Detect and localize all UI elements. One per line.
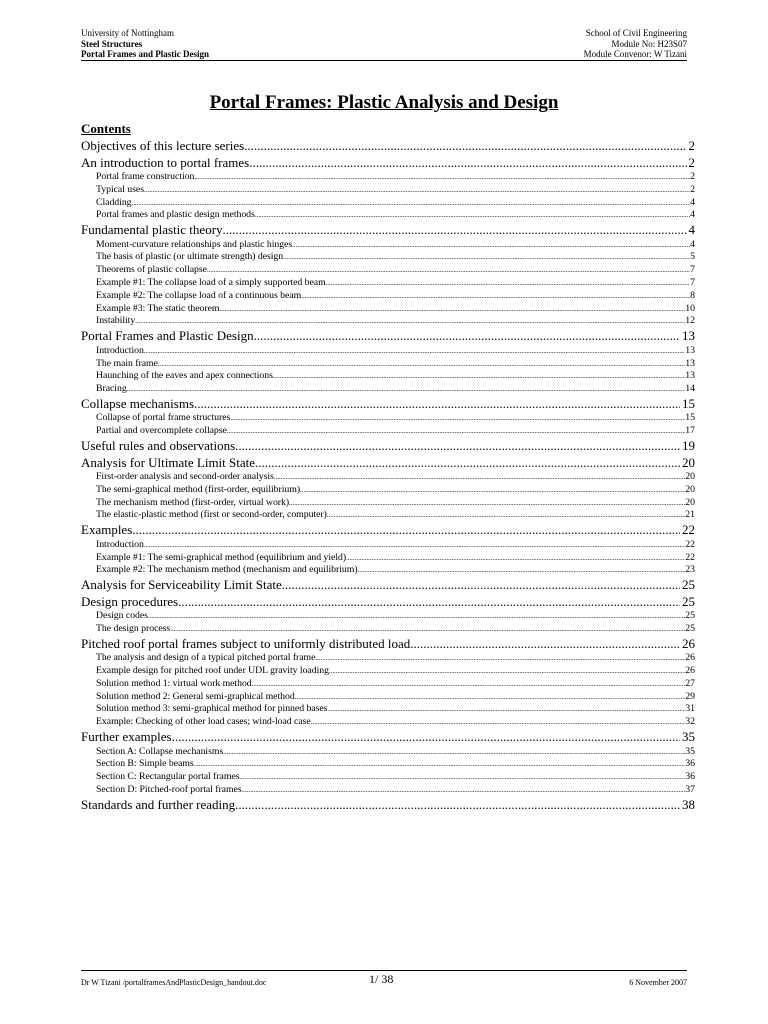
toc-section-link[interactable]: [81, 797, 695, 814]
toc-subsection-link[interactable]: [81, 564, 695, 577]
toc-dot-leader: [194, 759, 686, 771]
toc-page-number: 29: [685, 690, 695, 702]
toc-entry-title: Theorems of plastic collapse: [96, 264, 207, 276]
toc-dot-leader: [148, 611, 685, 623]
toc-subsection-link[interactable]: [81, 716, 695, 729]
toc-entry-title: Example design for pitched roof under UDL gravity loading: [96, 665, 329, 677]
page-title: [81, 92, 687, 114]
toc-page-number: 7: [690, 264, 695, 276]
toc-page-number: 13: [685, 357, 695, 369]
toc-page-number: 17: [685, 425, 695, 437]
toc-dot-leader: [144, 185, 690, 197]
toc-dot-leader: [207, 265, 690, 277]
toc-page-number: 7: [690, 277, 695, 289]
page-title-text: Portal Frames: Plastic Analysis and Design: [209, 92, 559, 113]
toc-subsection-link[interactable]: [81, 171, 695, 184]
table-of-contents: [81, 138, 695, 813]
toc-section-link[interactable]: [81, 155, 695, 172]
header-course: Steel Structures: [81, 38, 143, 49]
toc-dot-leader: [255, 210, 690, 222]
toc-entry-title: Moment-curvature relationships and plastic hinges: [96, 238, 293, 250]
toc-entry-title: Collapse mechanisms: [81, 395, 195, 411]
toc-entry-title: Analysis for Serviceability Limit State: [81, 577, 282, 593]
toc-entry-title: The main frame: [96, 357, 158, 369]
toc-page-number: 13: [685, 344, 695, 356]
toc-entry-title: Design codes: [96, 610, 148, 622]
toc-page-number: 32: [685, 716, 695, 728]
toc-entry-title: Examples: [81, 522, 133, 538]
header-topic: Portal Frames and Plastic Design: [81, 49, 209, 59]
toc-page-number: 2: [688, 138, 695, 153]
toc-entry-title: Standards and further reading: [81, 796, 236, 812]
toc-entry-title: Introduction: [96, 538, 144, 550]
toc-dot-leader: [127, 384, 686, 396]
toc-page-number: 25: [685, 610, 695, 622]
toc-dot-leader: [315, 653, 685, 665]
toc-dot-leader: [358, 565, 686, 577]
toc-page-number: 8: [690, 289, 695, 301]
toc-page-number: 2: [690, 183, 695, 195]
toc-entry-title: Solution method 3: semi-graphical method for pinned bases: [96, 703, 328, 715]
toc-subsection-link[interactable]: [81, 264, 695, 277]
header-divider: [81, 60, 687, 61]
toc-dot-leader: [194, 172, 690, 184]
toc-section-link[interactable]: [81, 522, 695, 539]
toc-subsection-link[interactable]: [81, 691, 695, 704]
toc-page-number: 13: [685, 370, 695, 382]
toc-section-link[interactable]: [81, 138, 695, 155]
toc-entry-title: An introduction to portal frames: [81, 154, 250, 170]
toc-entry-title: Example #3: The static theorem: [96, 302, 220, 314]
toc-dot-leader: [346, 553, 685, 565]
toc-page-number: 25: [685, 622, 695, 634]
toc-subsection-link[interactable]: [81, 358, 695, 371]
toc-dot-leader: [300, 485, 685, 497]
toc-page-number: 22: [685, 538, 695, 550]
toc-subsection-link[interactable]: [81, 345, 695, 358]
toc-page-number: 20: [685, 496, 695, 508]
toc-dot-leader: [194, 396, 680, 413]
toc-page-number: 4: [690, 196, 695, 208]
toc-page-number: 13: [682, 328, 695, 344]
toc-dot-leader: [327, 510, 685, 522]
footer-divider: [81, 970, 687, 971]
toc-dot-leader: [292, 240, 690, 252]
toc-entry-title: The semi-graphical method (first-order, equilibrium): [96, 483, 301, 495]
toc-page-number: 25: [682, 593, 695, 609]
toc-dot-leader: [223, 222, 687, 239]
toc-section-link[interactable]: [81, 396, 695, 413]
toc-entry-title: The mechanism method (first-order, virtual work): [96, 496, 290, 508]
toc-entry-title: Further examples: [81, 729, 172, 744]
toc-page-number: 20: [685, 471, 695, 483]
toc-dot-leader: [326, 278, 691, 290]
toc-page-number: 38: [682, 796, 695, 812]
toc-entry-title: Cladding: [96, 196, 132, 208]
toc-entry-title: Example: Checking of other load cases; wind-load case: [96, 716, 311, 728]
toc-entry-title: Haunching of the eaves and apex connections: [96, 370, 273, 382]
header-convenor: Module Convenor: W Tizani: [583, 49, 687, 59]
toc-page-number: 4: [688, 222, 695, 238]
toc-dot-leader: [172, 729, 680, 746]
toc-dot-leader: [249, 155, 686, 172]
toc-entry-title: The design process: [96, 622, 171, 634]
toc-entry-title: Objectives of this lecture series: [81, 138, 245, 153]
toc-dot-leader: [219, 304, 685, 316]
toc-subsection-link[interactable]: [81, 497, 695, 510]
toc-entry-title: Example #2: The mechanism method (mechanism and equilibrium): [96, 564, 358, 576]
toc-dot-leader: [144, 346, 685, 358]
toc-entry-title: The basis of plastic (or ultimate strength) design: [96, 251, 284, 263]
toc-section-link[interactable]: [81, 577, 695, 594]
toc-page-number: 15: [685, 412, 695, 424]
toc-page-number: 10: [685, 302, 695, 314]
toc-subsection-link[interactable]: [81, 610, 695, 623]
toc-subsection-link[interactable]: [81, 703, 695, 716]
toc-dot-leader: [132, 198, 691, 210]
toc-section-link[interactable]: [81, 594, 695, 611]
toc-entry-title: Section D: Pitched-roof portal frames: [96, 783, 242, 795]
toc-entry-title: Bracing: [96, 383, 127, 395]
toc-subsection-link[interactable]: [81, 303, 695, 316]
footer-page-number: 1/ 38: [369, 972, 394, 986]
toc-dot-leader: [244, 138, 686, 155]
toc-section-link[interactable]: [81, 222, 695, 239]
toc-dot-leader: [254, 328, 680, 345]
toc-subsection-link[interactable]: [81, 509, 695, 522]
toc-page-number: 37: [685, 783, 695, 795]
toc-subsection-link[interactable]: [81, 623, 695, 636]
toc-dot-leader: [227, 426, 685, 438]
toc-entry-title: Example #2: The collapse load of a continuous beam: [96, 289, 302, 301]
toc-section-link[interactable]: [81, 636, 695, 653]
toc-entry-title: Partial and overcomplete collapse: [96, 425, 227, 437]
toc-page-number: 35: [685, 745, 695, 757]
toc-entry-title: Section C: Rectangular portal frames: [96, 771, 240, 783]
toc-page-number: 36: [685, 771, 695, 783]
toc-dot-leader: [295, 692, 686, 704]
toc-subsection-link[interactable]: [81, 784, 695, 797]
toc-dot-leader: [230, 413, 685, 425]
toc-dot-leader: [283, 252, 690, 264]
header-university: University of Nottingham: [81, 28, 174, 38]
toc-subsection-link[interactable]: [81, 539, 695, 552]
toc-subsection-link[interactable]: [81, 290, 695, 303]
toc-entry-title: Instability: [96, 315, 136, 327]
toc-dot-leader: [301, 291, 690, 303]
toc-page-number: 23: [685, 564, 695, 576]
toc-page-number: 25: [682, 577, 695, 593]
toc-page-number: 26: [685, 652, 695, 664]
toc-entry-title: First-order analysis and second-order analysis: [96, 471, 274, 483]
toc-entry-title: Example #1: The collapse load of a simply supported beam: [96, 277, 326, 289]
toc-subsection-link[interactable]: [81, 665, 695, 678]
toc-dot-leader: [144, 540, 685, 552]
toc-subsection-link[interactable]: [81, 370, 695, 383]
toc-subsection-link[interactable]: [81, 425, 695, 438]
footer-filename: Dr W Tizani /portalframesAndPlasticDesign_handout.doc: [81, 978, 267, 987]
toc-entry-title: Useful rules and observations: [81, 438, 236, 454]
toc-page-number: 35: [682, 729, 695, 744]
toc-page-number: 4: [690, 238, 695, 250]
toc-page-number: 22: [685, 551, 695, 563]
toc-section-link[interactable]: [81, 455, 695, 472]
toc-entry-title: Section A: Collapse mechanisms: [96, 745, 224, 757]
toc-page-number: 20: [682, 454, 695, 470]
toc-dot-leader: [252, 679, 686, 691]
toc-page-number: 19: [682, 438, 695, 454]
toc-page-number: 36: [685, 758, 695, 770]
toc-page-number: 26: [685, 665, 695, 677]
toc-dot-leader: [289, 498, 685, 510]
toc-dot-leader: [235, 438, 680, 455]
toc-subsection-link[interactable]: [81, 239, 695, 252]
toc-subsection-link[interactable]: [81, 383, 695, 396]
contents-heading: Contents: [81, 121, 131, 136]
toc-page-number: 20: [685, 483, 695, 495]
toc-dot-leader: [327, 704, 685, 716]
toc-page-number: 15: [682, 395, 695, 411]
toc-entry-title: Example #1: The semi-graphical method (equilibrium and yield): [96, 551, 347, 563]
toc-entry-title: Introduction: [96, 344, 144, 356]
header-school: School of Civil Engineering: [585, 28, 687, 38]
toc-entry-title: The analysis and design of a typical pitched portal frame: [96, 652, 316, 664]
toc-entry-title: Typical uses: [96, 183, 144, 195]
toc-dot-leader: [273, 371, 685, 383]
toc-dot-leader: [132, 522, 680, 539]
toc-dot-leader: [158, 359, 685, 371]
toc-subsection-link[interactable]: [81, 652, 695, 665]
toc-subsection-link[interactable]: [81, 277, 695, 290]
toc-dot-leader: [282, 577, 680, 594]
toc-entry-title: Design procedures: [81, 593, 179, 609]
footer-date: 6 November 2007: [629, 978, 687, 987]
toc-subsection-link[interactable]: [81, 746, 695, 759]
toc-subsection-link[interactable]: [81, 315, 695, 328]
toc-page-number: 22: [682, 522, 695, 538]
toc-entry-title: Portal frame construction: [96, 171, 195, 182]
toc-entry-title: Solution method 1: virtual work method: [96, 677, 252, 689]
toc-page-number: 5: [690, 251, 695, 263]
toc-dot-leader: [135, 316, 685, 328]
toc-subsection-link[interactable]: [81, 552, 695, 565]
toc-dot-leader: [242, 785, 686, 797]
toc-dot-leader: [255, 455, 680, 472]
toc-dot-leader: [311, 717, 686, 729]
toc-subsection-link[interactable]: [81, 678, 695, 691]
toc-page-number: 27: [685, 677, 695, 689]
toc-page-number: 31: [685, 703, 695, 715]
toc-subsection-link[interactable]: [81, 771, 695, 784]
toc-section-link[interactable]: [81, 729, 695, 746]
toc-dot-leader: [178, 594, 680, 611]
toc-entry-title: The elastic-plastic method (first or second-order, computer): [96, 509, 327, 521]
toc-page-number: 12: [685, 315, 695, 327]
header-module-no: Module No: H23S07: [611, 38, 687, 49]
toc-section-link[interactable]: [81, 438, 695, 455]
toc-subsection-link[interactable]: [81, 484, 695, 497]
toc-subsection-link[interactable]: [81, 471, 695, 484]
toc-page-number: 2: [688, 154, 695, 170]
toc-subsection-link[interactable]: [81, 184, 695, 197]
toc-subsection-link[interactable]: [81, 197, 695, 210]
toc-entry-title: Collapse of portal frame structures: [96, 412, 231, 424]
toc-dot-leader: [410, 636, 680, 653]
toc-entry-title: Section B: Simple beams: [96, 758, 194, 770]
toc-subsection-link[interactable]: [81, 412, 695, 425]
toc-page-number: 21: [685, 509, 695, 521]
toc-entry-title: Pitched roof portal frames subject to uniformly distributed load: [81, 635, 411, 651]
toc-page-number: 26: [682, 635, 695, 651]
toc-page-number: 4: [690, 209, 695, 221]
toc-entry-title: Portal Frames and Plastic Design: [81, 328, 254, 344]
toc-entry-title: Solution method 2: General semi-graphical method: [96, 690, 295, 702]
toc-entry-title: Portal frames and plastic design methods: [96, 209, 255, 221]
toc-dot-leader: [239, 772, 685, 784]
toc-page-number: 14: [685, 383, 695, 395]
page-header: [81, 28, 687, 60]
toc-dot-leader: [223, 747, 685, 759]
toc-subsection-link[interactable]: [81, 758, 695, 771]
toc-subsection-link[interactable]: [81, 251, 695, 264]
toc-dot-leader: [235, 797, 680, 814]
toc-section-link[interactable]: [81, 328, 695, 345]
toc-dot-leader: [329, 666, 685, 678]
toc-dot-leader: [274, 472, 685, 484]
toc-entry-title: Analysis for Ultimate Limit State: [81, 454, 256, 470]
toc-entry-title: Fundamental plastic theory: [81, 222, 223, 238]
toc-dot-leader: [170, 624, 685, 636]
toc-subsection-link[interactable]: [81, 209, 695, 222]
toc-page-number: 2: [690, 171, 695, 182]
